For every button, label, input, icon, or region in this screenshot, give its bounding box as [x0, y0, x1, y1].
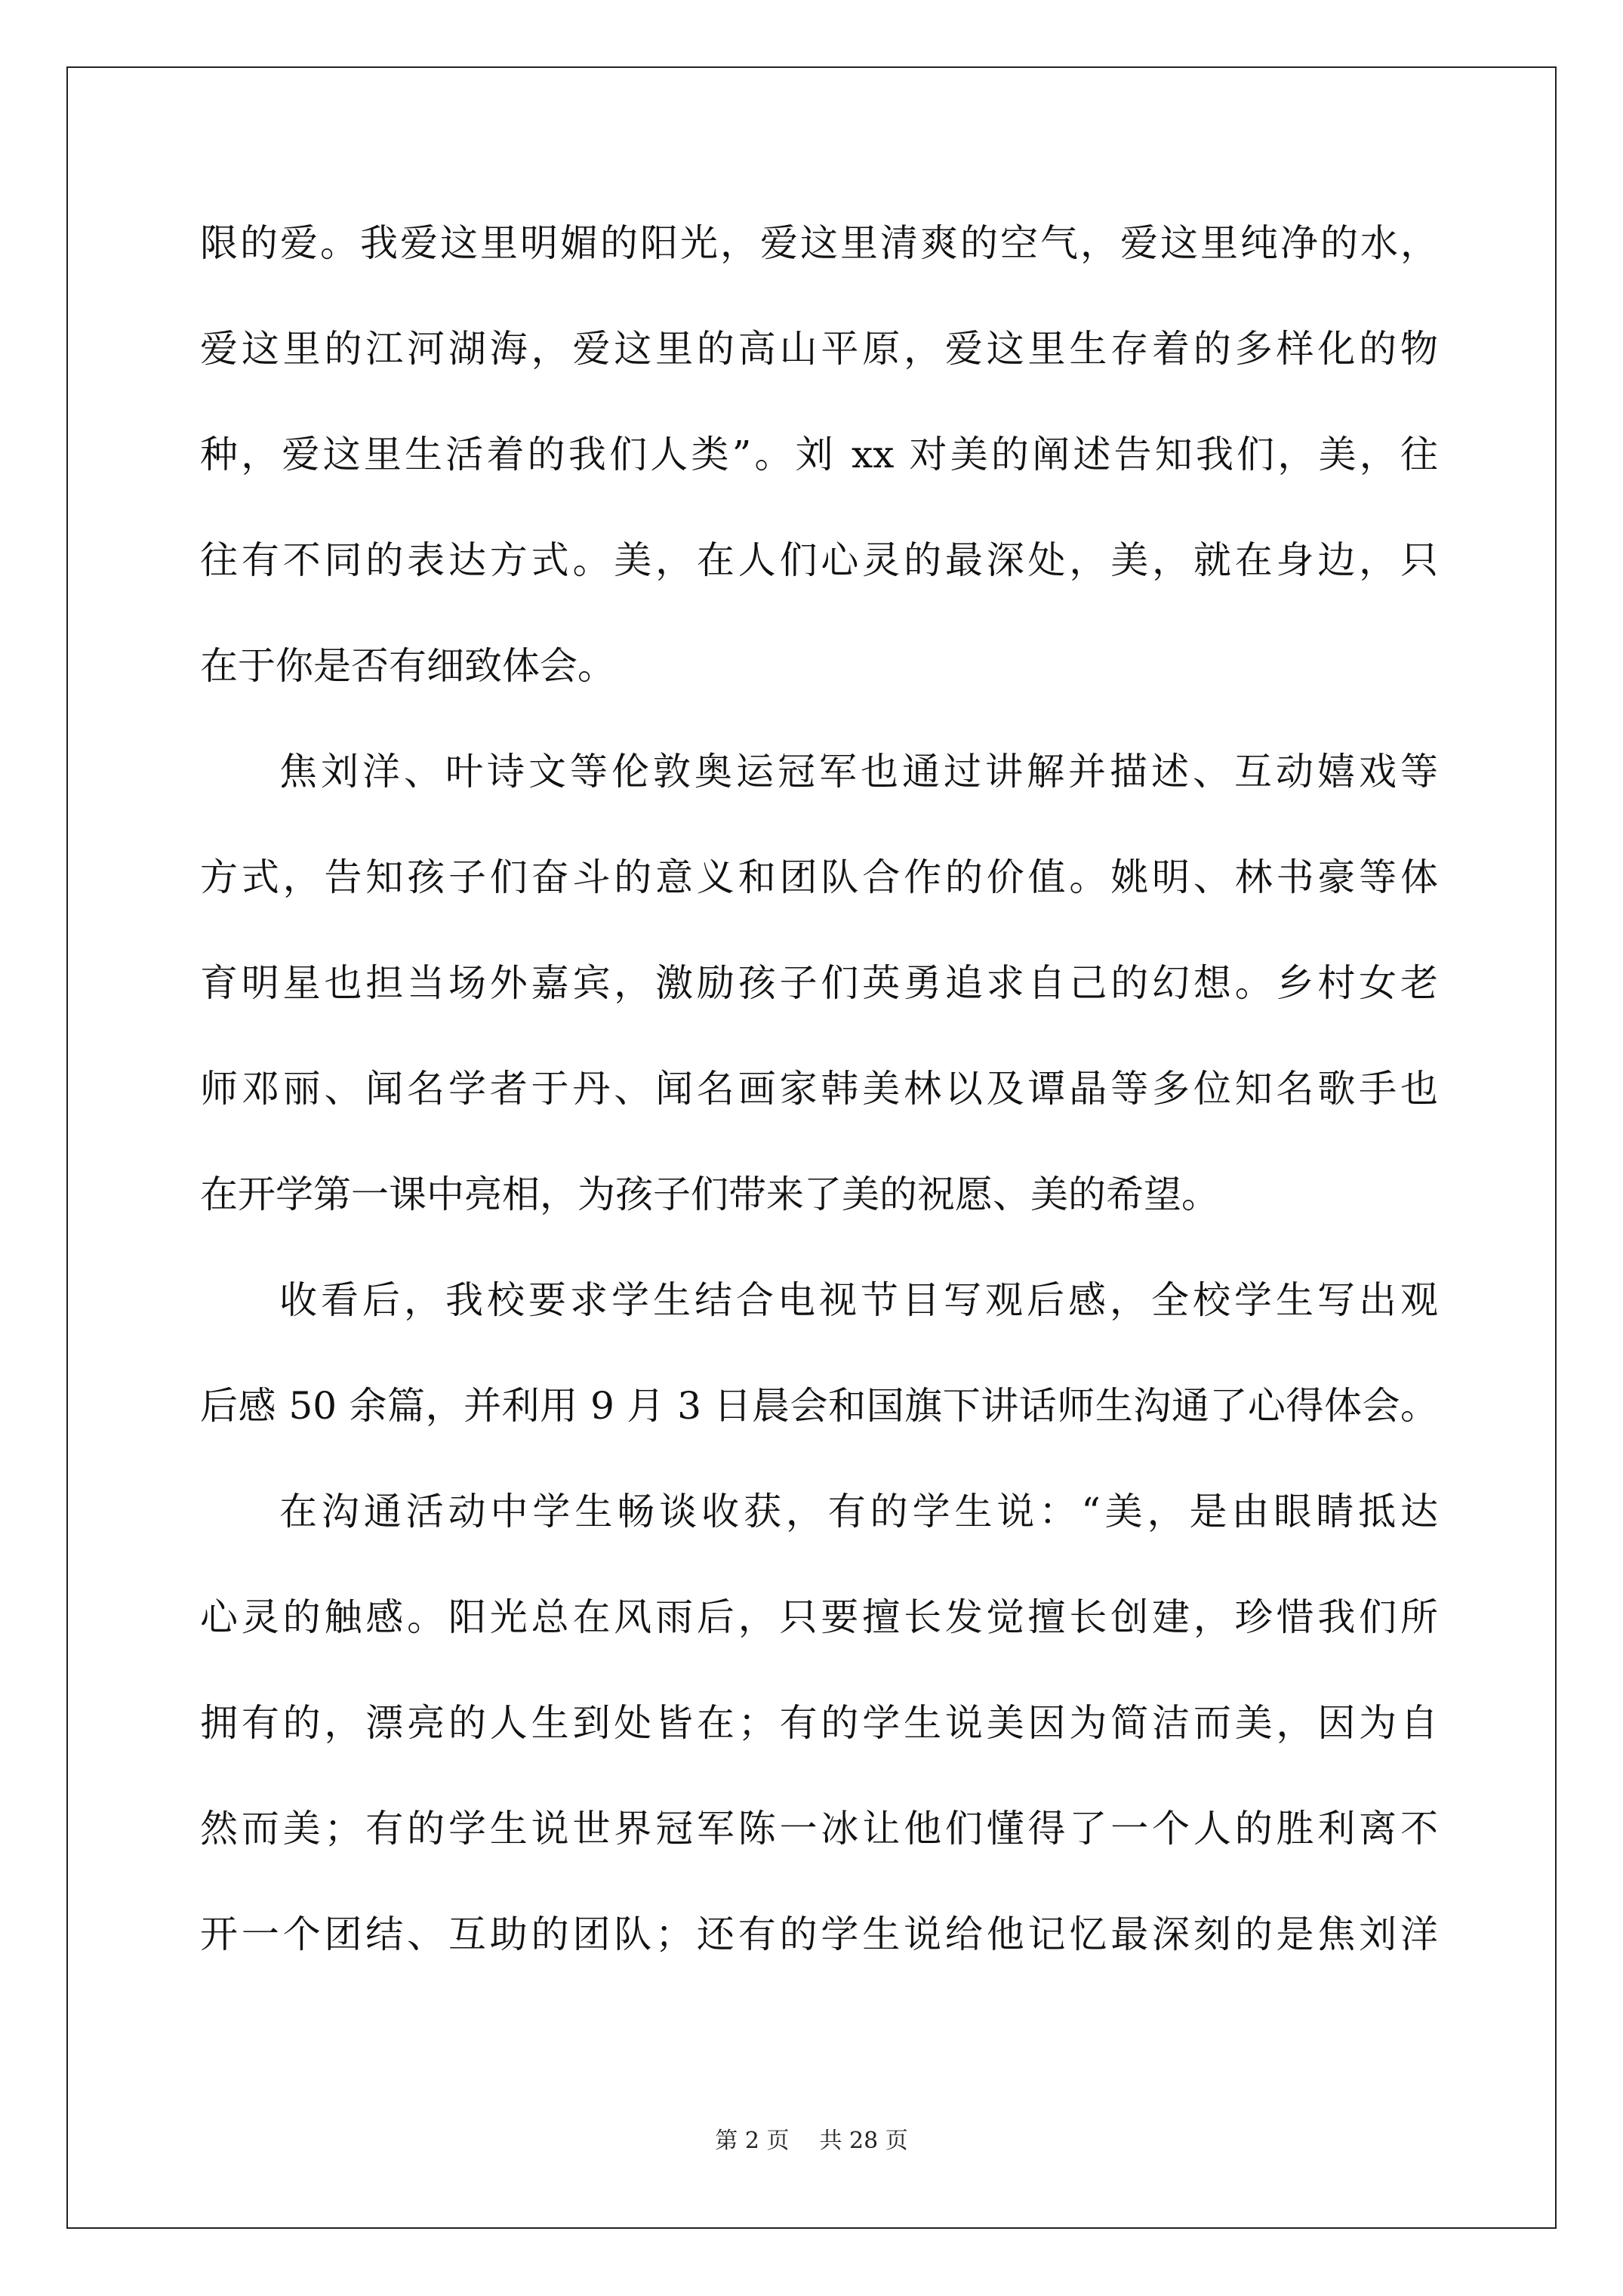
text-line: 爱这里的江河湖海，爱这里的高山平原，爱这里生存着的多样化的物	[200, 327, 1438, 371]
page-footer	[0, 2122, 1623, 2155]
page-total: 共 28 页	[819, 2128, 908, 2154]
text-line: 在于你是否有细致体会。	[200, 644, 615, 688]
text-line: 方式，告知孩子们奋斗的意义和团队合作的价值。姚明、林书豪等体	[200, 855, 1438, 899]
text-line: 开一个团结、互助的团队；还有的学生说给他记忆最深刻的是焦刘洋	[200, 1912, 1438, 1956]
document-body	[200, 190, 1438, 1987]
text-line: 在开学第一课中亮相，为孩子们带来了美的祝愿、美的希望。	[200, 1173, 1219, 1216]
text-line: 收看后，我校要求学生结合电视节目写观后感，全校学生写出观	[279, 1278, 1438, 1322]
text-line: 育明星也担当场外嘉宾，激励孩子们英勇追求自己的幻想。乡村女老	[200, 961, 1438, 1005]
text-line: 焦刘洋、叶诗文等伦敦奥运冠军也通过讲解并描述、互动嬉戏等	[279, 750, 1438, 794]
page-number: 第 2 页	[715, 2128, 790, 2154]
text-line: 种，爱这里生活着的我们人类”。刘 xx 对美的阐述告知我们，美，往	[200, 433, 1438, 476]
text-line: 限的爱。我爱这里明媚的阳光，爱这里清爽的空气，爱这里纯净的水，	[200, 221, 1438, 265]
text-line: 后感 50 余篇，并利用 9 月 3 日晨会和国旗下讲话师生沟通了心得体会。	[200, 1384, 1438, 1428]
text-line: 在沟通活动中学生畅谈收获，有的学生说：“美，是由眼睛抵达	[279, 1490, 1438, 1533]
text-line: 往有不同的表达方式。美，在人们心灵的最深处，美，就在身边，只	[200, 538, 1438, 582]
text-line: 拥有的，漂亮的人生到处皆在；有的学生说美因为简洁而美，因为自	[200, 1701, 1438, 1745]
text-line: 心灵的触感。阳光总在风雨后，只要擅长发觉擅长创建，珍惜我们所	[200, 1595, 1438, 1639]
text-line: 师邓丽、闻名学者于丹、闻名画家韩美林以及谭晶等多位知名歌手也	[200, 1067, 1438, 1111]
text-line: 然而美；有的学生说世界冠军陈一冰让他们懂得了一个人的胜利离不	[200, 1807, 1438, 1851]
